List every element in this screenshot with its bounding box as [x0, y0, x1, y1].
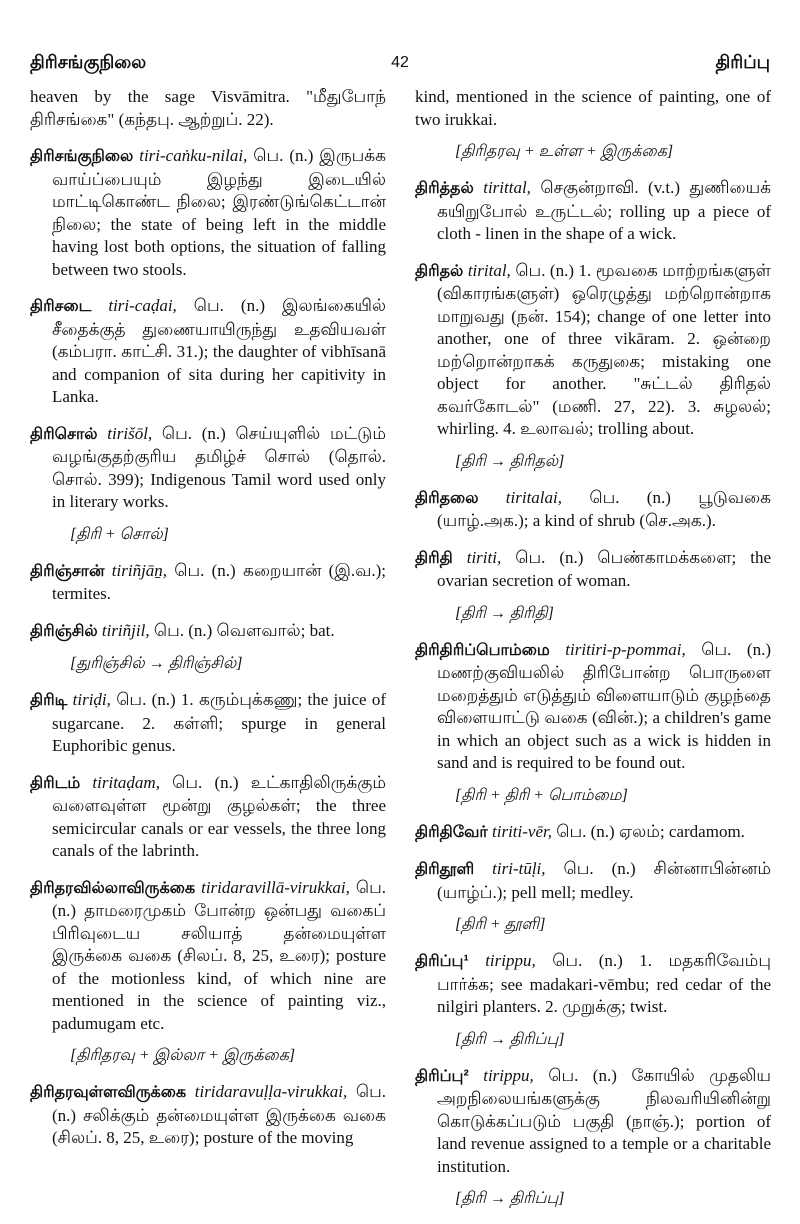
definition: பெ. (n.) மணற்குவியலில் திரிபோன்ற பொருளை மறைத்தும் எடுத்தும் விளையாடும் குழந்தை விளையாட்டு வகை (வின்.); a children's game in which an object such as a wick is hidden in sand and is required to be found out.: [437, 639, 771, 772]
headword: திரித்தல்: [415, 180, 474, 197]
etymology: [திரி + தூளி]: [455, 916, 546, 933]
dictionary-entry: [30, 423, 386, 514]
dictionary-entry: [415, 547, 771, 593]
headword: திரிப்பு²: [415, 1067, 469, 1085]
transliteration: tiri-tūḷi,: [492, 859, 546, 878]
definition: பெ. (n.) 1. கரும்புக்கணு; the juice of sugarcane. 2. கள்ளி; spurge in general Euphoribic genus.: [52, 690, 387, 755]
transliteration: tirittal,: [483, 178, 531, 197]
headword: திரிசொல்: [30, 425, 98, 443]
definition: பெ. (n.) ஏலம்; cardamom.: [556, 821, 745, 841]
definition: பெ. (n.) கோயில் முதலிய அறநிலையங்களுக்கு நிலவரியினின்று கொடுக்கப்படும் பகுதி (நாஞ்.); portion of land revenue assigned to a temple or a charitable institution.: [437, 1065, 771, 1176]
headword: திரிதி: [415, 549, 453, 567]
headword: திரிதிரிப்பொம்மை: [415, 641, 550, 659]
etymology: [துரிஞ்சில் → திரிஞ்சில்]: [70, 655, 243, 672]
etymology: [திரி → திரிதல்]: [455, 452, 565, 470]
running-head-left: திரிசங்குநிலை: [30, 52, 147, 72]
transliteration: tiri-caḍai,: [108, 296, 177, 315]
dictionary-entry: [30, 620, 386, 644]
dictionary-entry: [415, 1065, 771, 1179]
dictionary-entry: [415, 260, 771, 441]
etymology: [திரி + சொல்]: [70, 525, 169, 543]
transliteration: tiriñjil,: [101, 620, 150, 640]
dictionary-entry: [30, 560, 386, 606]
headword: திரிதிவேர்: [415, 823, 488, 841]
entry-continuation: kind, mentioned in the science of painting, one of two irukkai.: [415, 87, 771, 129]
dictionary-entry: [415, 821, 771, 845]
dictionary-entry: [30, 295, 386, 409]
headword: திரிதரவுள்ளவிருக்கை: [30, 1084, 187, 1101]
transliteration: tirital,: [467, 260, 511, 280]
transliteration: tirippu,: [483, 1065, 534, 1085]
etymology: [திரி → திரிப்பு]: [455, 1190, 565, 1207]
definition: பெ. (n.) உட்காதிலிருக்கும் வளைவுள்ள மூன்று குழல்கள்; the three semicircular canals or ear vessels, the three long canals of the labrinth.: [52, 772, 386, 860]
headword: திரிப்பு¹: [415, 953, 469, 970]
transliteration: tiridaravillā-virukkai,: [201, 877, 350, 897]
headword: திரிதல்: [415, 262, 464, 280]
transliteration: tiriñjāṉ,: [111, 560, 168, 580]
page-number: 42: [391, 54, 409, 71]
dictionary-entry: [30, 145, 386, 281]
transliteration: tiridaravuḷḷa-virukkai,: [194, 1082, 348, 1101]
transliteration: tiriti,: [466, 547, 502, 567]
transliteration: tiriti-vēr,: [492, 821, 552, 841]
transliteration: tirišōl,: [107, 423, 153, 443]
transliteration: tiritiri-p-pommai,: [565, 639, 686, 659]
definition: பெ. (n.) 1. மதகரிவேம்பு பார்க்க; see madakari-vēmbu; red cedar of the nilgiri planters. 2. முறுக்கு; twist.: [437, 951, 771, 1016]
dictionary-entry: [415, 950, 771, 1019]
headword: திரிதரவில்லாவிருக்கை: [30, 879, 196, 897]
headword: திரிஞ்சான்: [30, 562, 105, 580]
dictionary-entry: [30, 1081, 386, 1150]
definition: பெ. (n.) சலிக்கும் தன்மையுள்ள இருக்கை வகை (சிலப். 8, 25, உரை); posture of the moving: [52, 1082, 387, 1147]
dictionary-entry: [415, 639, 771, 775]
right-column: [415, 86, 771, 1224]
definition: பெ. (n.) இருபக்க வாய்ப்பையும் இழந்து இடையில் மாட்டிகொண்ட நிலை; இரண்டுங்கெட்டான் நிலை; the state of being left in the middle having lost both options, the situation of falling between two stools.: [52, 146, 386, 279]
transliteration: tirippu,: [485, 951, 536, 970]
headword: திரிடம்: [30, 774, 81, 792]
definition: பெ. (n.) பூடுவகை (யாழ்.அக.); a kind of shrub (செ.அக.).: [437, 487, 771, 530]
definition: பெ. (n.) தாமரைமுகம் போன்ற ஒன்பது வகைப் பிரிவுடைய சலியாத் தன்மையுள்ள இருக்கை வகை (சிலப். 8, 25, உரை); posture of the motionless kind, of which nine are mentioned in the science of painting viz., padumugam etc.: [52, 877, 387, 1033]
left-column: [30, 86, 386, 1164]
dictionary-entry: [30, 772, 386, 863]
definition: பெ. (n.) செய்யுளில் மட்டும் வழங்குதற்குரிய தமிழ்ச் சொல் (தொல். சொல். 399); Indigenous Tamil word used only in literary works.: [52, 423, 387, 511]
definition: பெ. (n.) வௌவால்; bat.: [153, 620, 335, 640]
headword: திரிசடை: [30, 298, 92, 315]
definition: பெ. (n.) கறையான் (இ.வ.); termites.: [52, 560, 387, 603]
dictionary-entry: [30, 689, 386, 758]
dictionary-entry: [415, 487, 771, 533]
headword: திரிடி: [30, 692, 68, 709]
etymology: [திரி → திரிதி]: [455, 604, 554, 622]
definition: பெ. (n.) 1. மூவகை மாற்றங்களுள் (விகாரங்களுள்) ஒரெழுத்து மற்றொன்றாக மாறுவது (நன். 154); change of one letter into another, one of three vikāram. 2. ஒன்றை மற்றொன்றாகக் கருதுகை; mistaking one object for another. "சுட்டல் திரிதல் கவர்கோடல்" (மணி. 27, 22). 3. சுழலல்; whirling. 4. உலாவல்; trolling about.: [437, 260, 772, 438]
dictionary-entry: [415, 177, 771, 246]
etymology: [திரிதரவு + இல்லா + இருக்கை]: [70, 1047, 296, 1064]
definition: பெ. (n.) இலங்கையில் சீதைக்குத் துணையாயிருந்து உதவியவள் (கம்பரா. காட்சி. 31.); the daughter of vibhīsanā and companion of sita during her capitivity in Lanka.: [52, 296, 387, 406]
definition: பெ. (n.) சின்னாபின்னம் (யாழ்ப்.); pell mell; medley.: [437, 859, 772, 902]
transliteration: tiritaḍam,: [92, 772, 160, 792]
entry-continuation: heaven by the sage Visvāmitra. "மீதுபோந் திரிசங்கை" (கந்தபு. ஆற்றுப். 22).: [30, 87, 386, 129]
etymology: [திரி → திரிப்பு]: [455, 1030, 565, 1048]
transliteration: tiritalai,: [505, 487, 563, 507]
dictionary-entry: [30, 877, 386, 1036]
definition: செகுன்றாவி. (v.t.) துணியைக் கயிறுபோல் உருட்டல்; rolling up a piece of cloth - linen in the shape of a wick.: [437, 178, 772, 243]
transliteration: tiriḍi,: [72, 690, 111, 709]
dictionary-entry: [415, 858, 771, 904]
running-head-right: திரிப்பு: [715, 52, 770, 72]
headword: திரிசங்குநிலை: [30, 148, 134, 165]
headword: திரிஞ்சில்: [30, 622, 98, 640]
headword: திரிதலை: [415, 489, 479, 507]
definition: பெ. (n.) பெண்காமக்களை; the ovarian secretion of woman.: [437, 547, 772, 590]
headword: திரிதூளி: [415, 861, 475, 878]
transliteration: tiri-caṅku-nilai,: [139, 146, 248, 165]
etymology: [திரி + திரி + பொம்மை]: [455, 786, 628, 804]
etymology: [திரிதரவு + உள்ள + இருக்கை]: [455, 143, 674, 160]
